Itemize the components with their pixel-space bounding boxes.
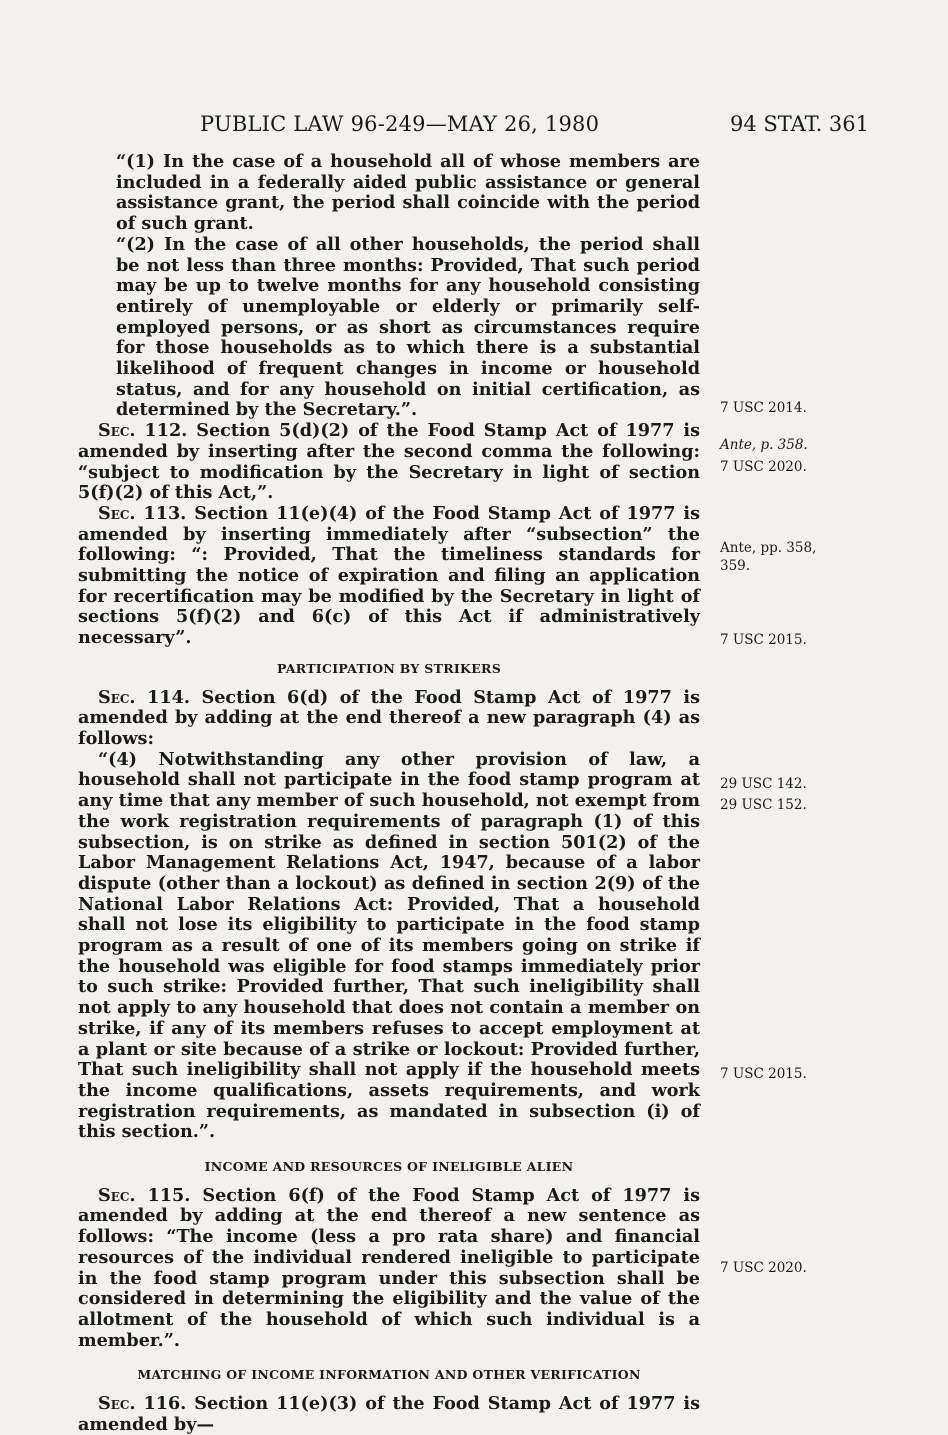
heading-matching-income-information: MATCHING OF INCOME INFORMATION AND OTHER VERIFICATION xyxy=(137,1367,641,1383)
section-113 xyxy=(78,504,700,649)
section-114 xyxy=(78,688,700,750)
paragraph-1: “(1) In the case of a household all of whose members are included in a federally aided public assistance or general assistance grant, the period shall coincide with the period of such grant. xyxy=(116,151,700,235)
section-114-label: Sec. 114. xyxy=(98,686,190,708)
section-116-label: Sec. 116. xyxy=(98,1393,187,1415)
section-115 xyxy=(78,1186,700,1352)
section-112 xyxy=(78,421,700,504)
section-116 xyxy=(78,1394,700,1435)
section-116-text: Section 11(e)(3) of the Food Stamp Act of 1977 is amended by— xyxy=(78,1393,700,1435)
section-112-label: Sec. 112. xyxy=(98,420,188,442)
header-page-ref: 94 STAT. 361 xyxy=(730,112,870,136)
section-113-label: Sec. 113. xyxy=(98,502,187,524)
margin-note-7usc2014: 7 USC 2014. xyxy=(720,400,807,416)
document-body xyxy=(78,152,700,1435)
margin-note-7usc2015-b: 7 USC 2015. xyxy=(720,1066,807,1082)
paragraph-2: “(2) In the case of all other households, the period shall be not less than three months: Provided, That such period may be up to twelve months for any household consisting entirely of unemployable or elderly or primarily self-employed persons, or as short as circumstances require for those households as to which there is a substantial likelihood of frequent changes in income or household status, and for any household on initial certification, as determined by the Secretary.”. xyxy=(116,233,700,421)
section-112-text: Section 5(d)(2) of the Food Stamp Act of 1977 is amended by inserting after the second comma the following: “subject to modification by the Secretary in light of section 5(f)(2) of this Act,”. xyxy=(78,420,700,504)
margin-note-7usc2020: 7 USC 2020. xyxy=(720,459,807,475)
heading-income-ineligible-alien: INCOME AND RESOURCES OF INELIGIBLE ALIEN xyxy=(204,1159,574,1175)
page-header xyxy=(0,112,948,142)
margin-note-7usc2015-a: 7 USC 2015. xyxy=(720,632,807,648)
margin-note-29usc142: 29 USC 142. xyxy=(720,776,807,792)
margin-note-ante-pp: Ante, pp. 358, xyxy=(720,540,817,556)
margin-note-ante-358: Ante, p. 358. xyxy=(720,437,808,453)
margin-note-359: 359. xyxy=(720,558,751,574)
section-115-text: Section 6(f) of the Food Stamp Act of 1977 is amended by adding at the end thereof a new sentence as follows: “The income (less a pro rata share) and financial resources of the individual rendered ineligible to participate in the food stamp program under this subsection shall be considered in determining the eligibility and the value of the allotment of the household of which such individual is a member.”. xyxy=(78,1184,700,1351)
section-114-text: Section 6(d) of the Food Stamp Act of 1977 is amended by adding at the end thereof a new paragraph (4) as follows: xyxy=(78,686,700,749)
margin-note-29usc152: 29 USC 152. xyxy=(720,797,807,813)
section-115-label: Sec. 115. xyxy=(98,1184,191,1206)
paragraph-4: “(4) Notwithstanding any other provision of law, a household shall not participate in the food stamp program at any time that any member of such household, not exempt from the work registration requirements of paragraph (1) of this subsection, is on strike as defined in section 501(2) of the Labor Management Relations Act, 1947, because of a labor dispute (other than a lockout) as defined in section 2(9) of the National Labor Relations Act: Provided, That a household shall not lose its eligibility to participate in the food stamp program as a result of one of its members going on strike if the household was eligible for food stamps immediately prior to such strike: Provided further, That such ineligibility shall not apply to any household that does not contain a member on strike, if any of its members refuses to accept employment at a plant or site because of a strike or lockout: Provided further, That such ineligibility shall not apply if the household meets the income qualifications, assets requirements, and work registration requirements, as mandated in subsection (i) of this section.”. xyxy=(78,748,700,1143)
margin-note-7usc2020-b: 7 USC 2020. xyxy=(720,1260,807,1276)
heading-participation-by-strikers: PARTICIPATION BY STRIKERS xyxy=(276,660,502,676)
section-113-text: Section 11(e)(4) of the Food Stamp Act of 1977 is amended by inserting immediately after “subsection” the following: “: Provided, That the timeliness standards for submitting the notice of expiration and filing an application for recertification may be modified by the Secretary in light of sections 5(f)(2) and 6(c) of this Act if administratively necessary”. xyxy=(78,502,700,649)
header-title: PUBLIC LAW 96-249—MAY 26, 1980 xyxy=(200,112,600,136)
